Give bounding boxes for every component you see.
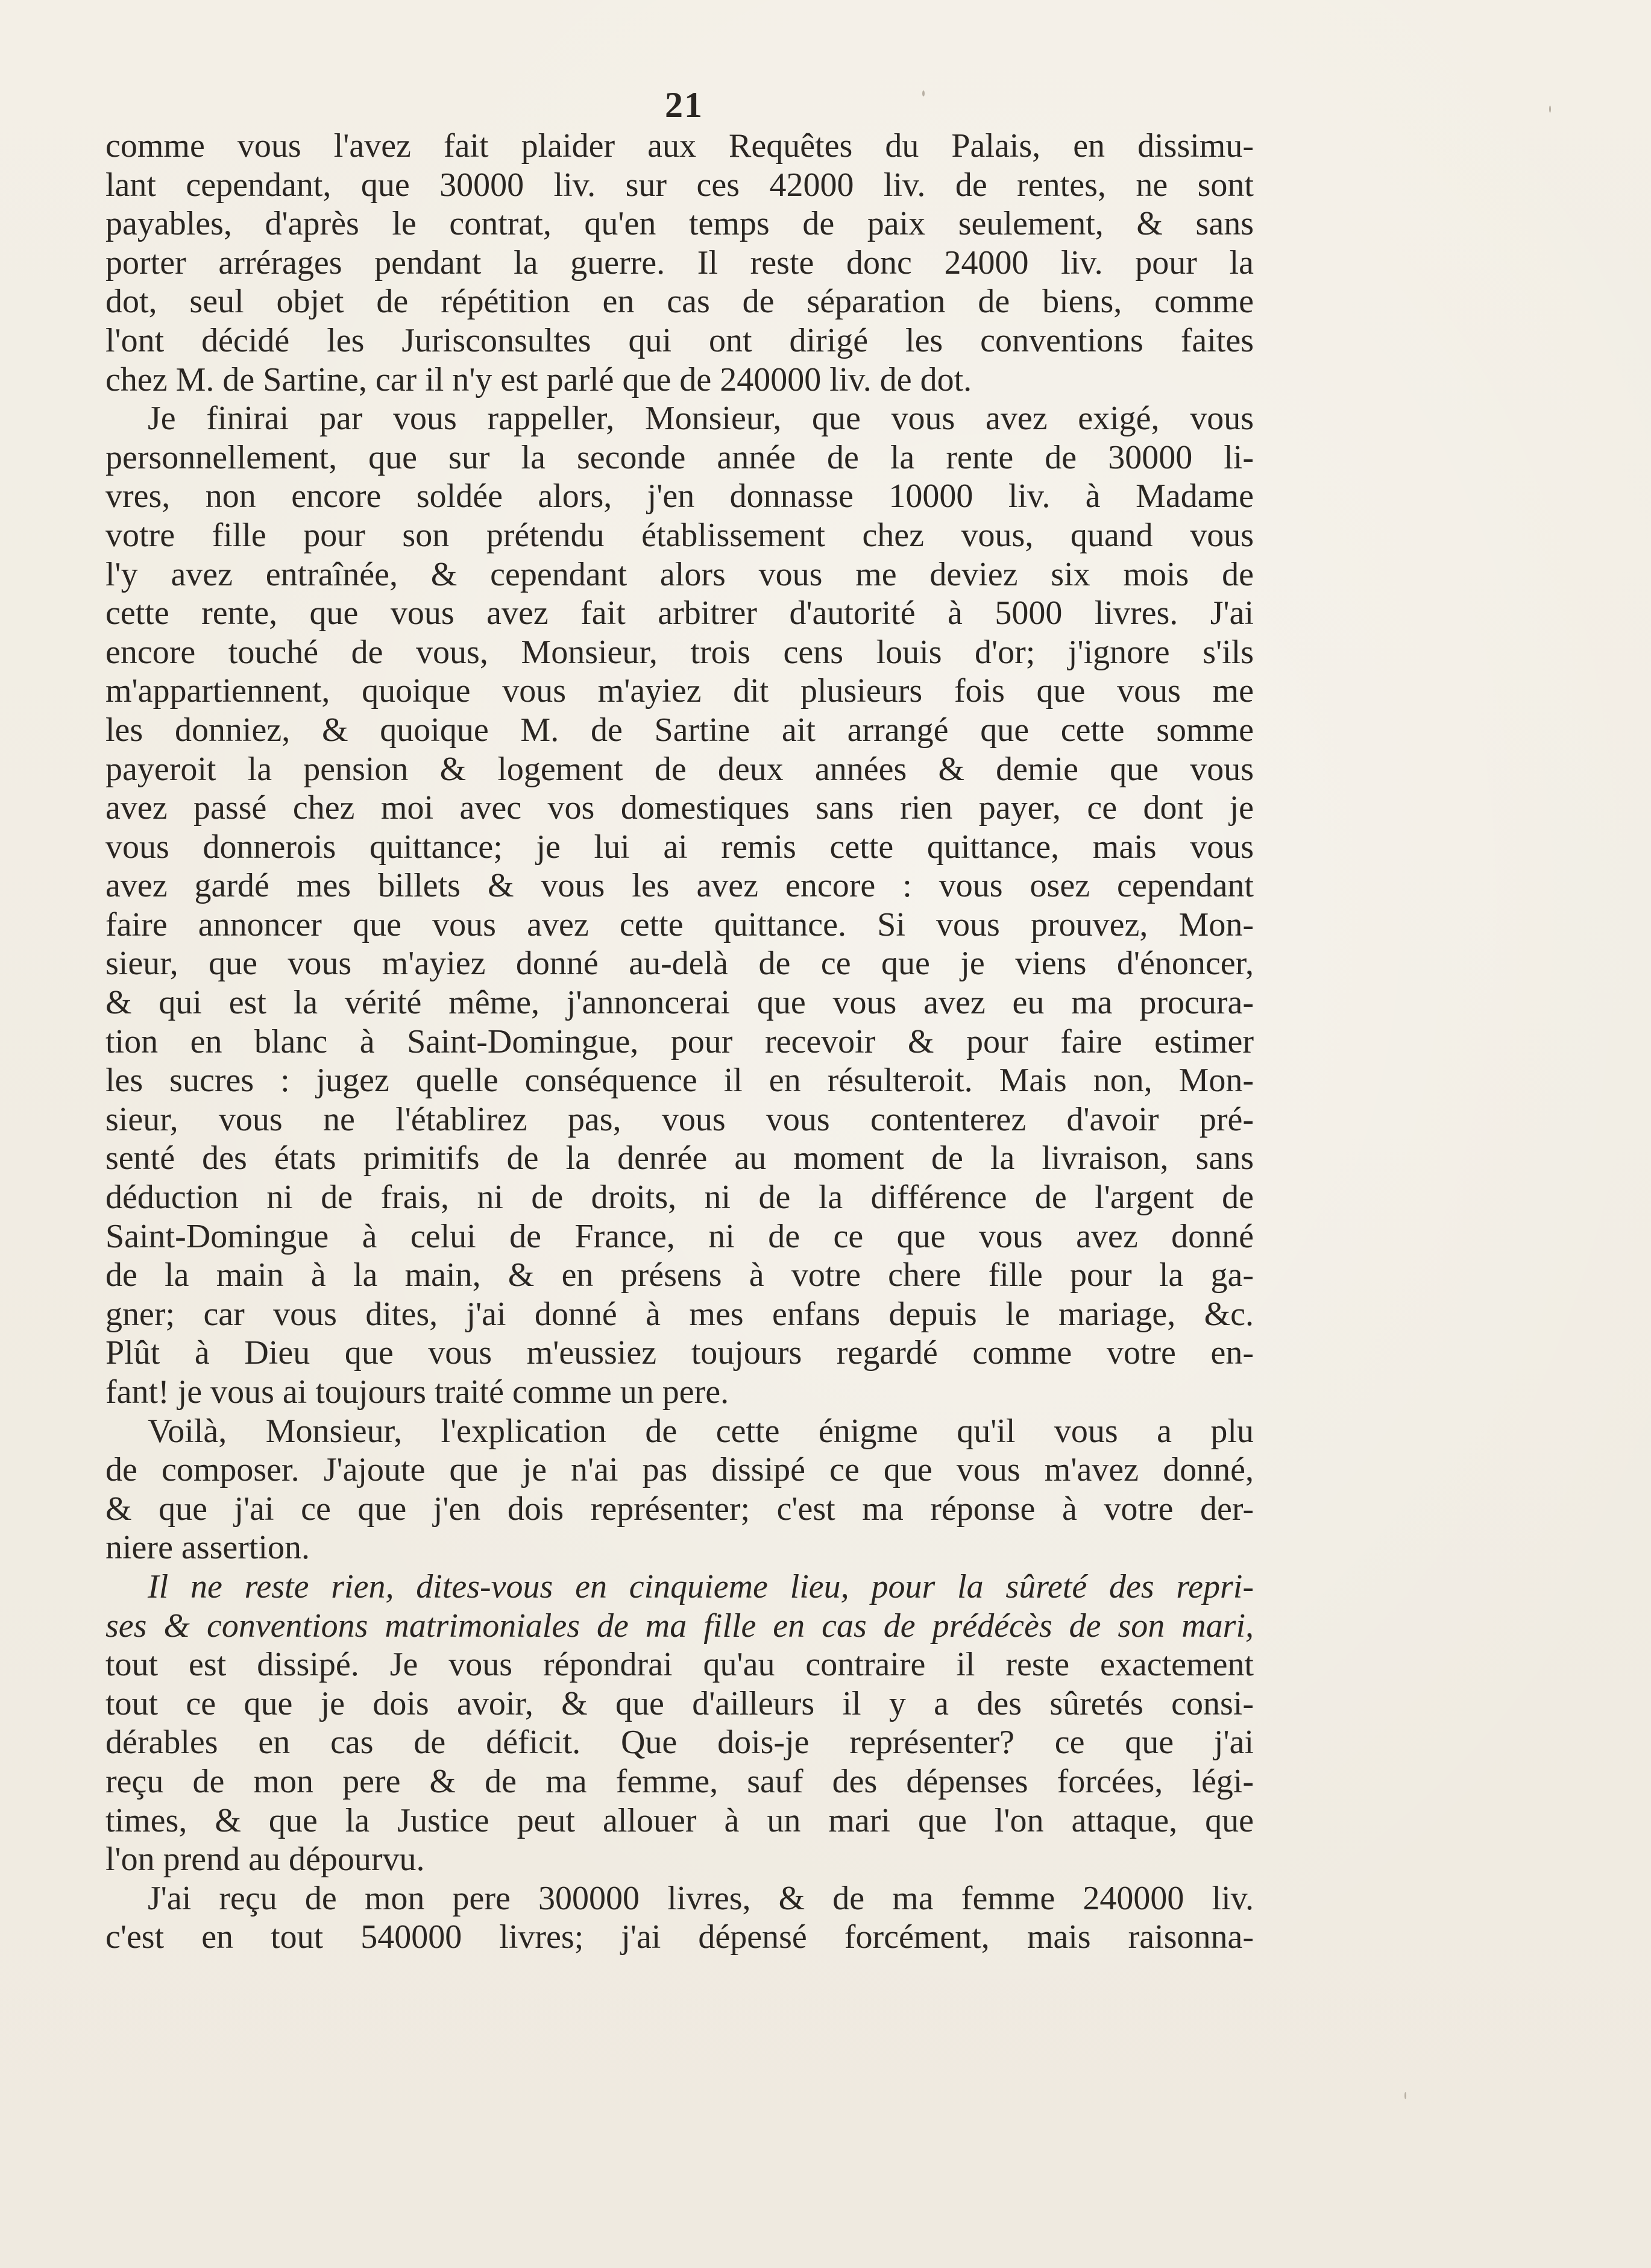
- text-line: les sucres : jugez quelle conséquence il en résulteroit. Mais non, Mon-: [105, 1062, 1254, 1100]
- text-line: dérables en cas de déficit. Que dois-je représenter? ce que j'ai: [105, 1724, 1254, 1762]
- text-line: payables, d'après le contrat, qu'en temps de paix seulement, & sans: [105, 205, 1254, 243]
- text-line: comme vous l'avez fait plaider aux Requêtes du Palais, en dissimu-: [105, 127, 1254, 165]
- paper-speck: [1404, 2092, 1406, 2099]
- text-line: porter arrérages pendant la guerre. Il reste donc 24000 liv. pour la: [105, 244, 1254, 282]
- text-line: vres, non encore soldée alors, j'en donnasse 10000 liv. à Madame: [105, 477, 1254, 515]
- text-line: Plût à Dieu que vous m'eussiez toujours regardé comme votre en-: [105, 1334, 1254, 1372]
- text-line: dot, seul objet de répétition en cas de séparation de biens, comme: [105, 283, 1254, 321]
- text-line: faire annoncer que vous avez cette quittance. Si vous prouvez, Mon-: [105, 906, 1254, 943]
- text-line: l'y avez entraînée, & cependant alors vous me deviez six mois de: [105, 555, 1254, 593]
- text-line: payeroit la pension & logement de deux années & demie que vous: [105, 750, 1254, 788]
- text-line: vous donnerois quittance; je lui ai remis cette quittance, mais vous: [105, 828, 1254, 866]
- text-line: sieur, que vous m'ayiez donné au-delà de ce que je viens d'énoncer,: [105, 945, 1254, 983]
- text-line: m'appartiennent, quoique vous m'ayiez dit plusieurs fois que vous me: [105, 672, 1254, 710]
- text-line: senté des états primitifs de la denrée au moment de la livraison, sans: [105, 1139, 1254, 1177]
- page-number: 21: [665, 85, 703, 125]
- text-line: Voilà, Monsieur, l'explication de cette énigme qu'il vous a plu: [148, 1412, 1254, 1450]
- text-line: ses & conventions matrimoniales de ma fille en cas de prédécès de son mari,: [105, 1607, 1254, 1645]
- text-line: fant! je vous ai toujours traité comme un pere.: [105, 1373, 729, 1411]
- text-line: déduction ni de frais, ni de droits, ni de la différence de l'argent de: [105, 1179, 1254, 1217]
- text-line: de la main à la main, & en présens à votre chere fille pour la ga-: [105, 1256, 1254, 1294]
- text-line: reçu de mon pere & de ma femme, sauf des dépenses forcées, légi-: [105, 1762, 1254, 1800]
- text-line: les donniez, & quoique M. de Sartine ait arrangé que cette somme: [105, 711, 1254, 749]
- text-line: tion en blanc à Saint-Domingue, pour recevoir & pour faire estimer: [105, 1022, 1254, 1060]
- text-line: niere assertion.: [105, 1529, 310, 1567]
- text-line: & que j'ai ce que j'en dois représenter; c'est ma réponse à votre der-: [105, 1490, 1254, 1528]
- text-line: cette rente, que vous avez fait arbitrer d'autorité à 5000 livres. J'ai: [105, 594, 1254, 632]
- text-line: avez gardé mes billets & vous les avez encore : vous osez cependant: [105, 867, 1254, 905]
- text-line: encore touché de vous, Monsieur, trois cens louis d'or; j'ignore s'ils: [105, 633, 1254, 671]
- text-line: Il ne reste rien, dites-vous en cinquieme lieu, pour la sûreté des repri-: [148, 1567, 1254, 1605]
- text-line: tout est dissipé. Je vous répondrai qu'au contraire il reste exactement: [105, 1646, 1254, 1684]
- text-line: times, & que la Justice peut allouer à un mari que l'on attaque, que: [105, 1801, 1254, 1839]
- text-line: lant cependant, que 30000 liv. sur ces 42000 liv. de rentes, ne sont: [105, 166, 1254, 204]
- text-line: tout ce que je dois avoir, & que d'ailleurs il y a des sûretés consi-: [105, 1684, 1254, 1722]
- text-line: l'ont décidé les Jurisconsultes qui ont dirigé les conventions faites: [105, 321, 1254, 359]
- text-line: avez passé chez moi avec vos domestiques sans rien payer, ce dont je: [105, 789, 1254, 827]
- text-line: gner; car vous dites, j'ai donné à mes enfans depuis le mariage, &c.: [105, 1295, 1254, 1333]
- text-line: c'est en tout 540000 livres; j'ai dépensé forcément, mais raisonna-: [105, 1918, 1254, 1956]
- paper-speck: [1549, 106, 1551, 113]
- text-line: sieur, vous ne l'établirez pas, vous vous contenterez d'avoir pré-: [105, 1100, 1254, 1138]
- text-line: Je finirai par vous rappeller, Monsieur, que vous avez exigé, vous: [148, 400, 1254, 438]
- text-line: Saint-Domingue à celui de France, ni de ce que vous avez donné: [105, 1217, 1254, 1255]
- text-line: chez M. de Sartine, car il n'y est parlé que de 240000 liv. de dot.: [105, 361, 972, 398]
- text-line: personnellement, que sur la seconde année de la rente de 30000 li-: [105, 438, 1254, 476]
- text-line: de composer. J'ajoute que je n'ai pas dissipé ce que vous m'avez donné,: [105, 1451, 1254, 1489]
- text-line: votre fille pour son prétendu établissement chez vous, quand vous: [105, 516, 1254, 554]
- text-line: & qui est la vérité même, j'annoncerai que vous avez eu ma procura-: [105, 984, 1254, 1022]
- body-text: [105, 127, 1254, 1957]
- text-line: J'ai reçu de mon pere 300000 livres, & de ma femme 240000 liv.: [148, 1879, 1254, 1917]
- paper-speck: [922, 90, 925, 96]
- text-line: l'on prend au dépourvu.: [105, 1841, 425, 1879]
